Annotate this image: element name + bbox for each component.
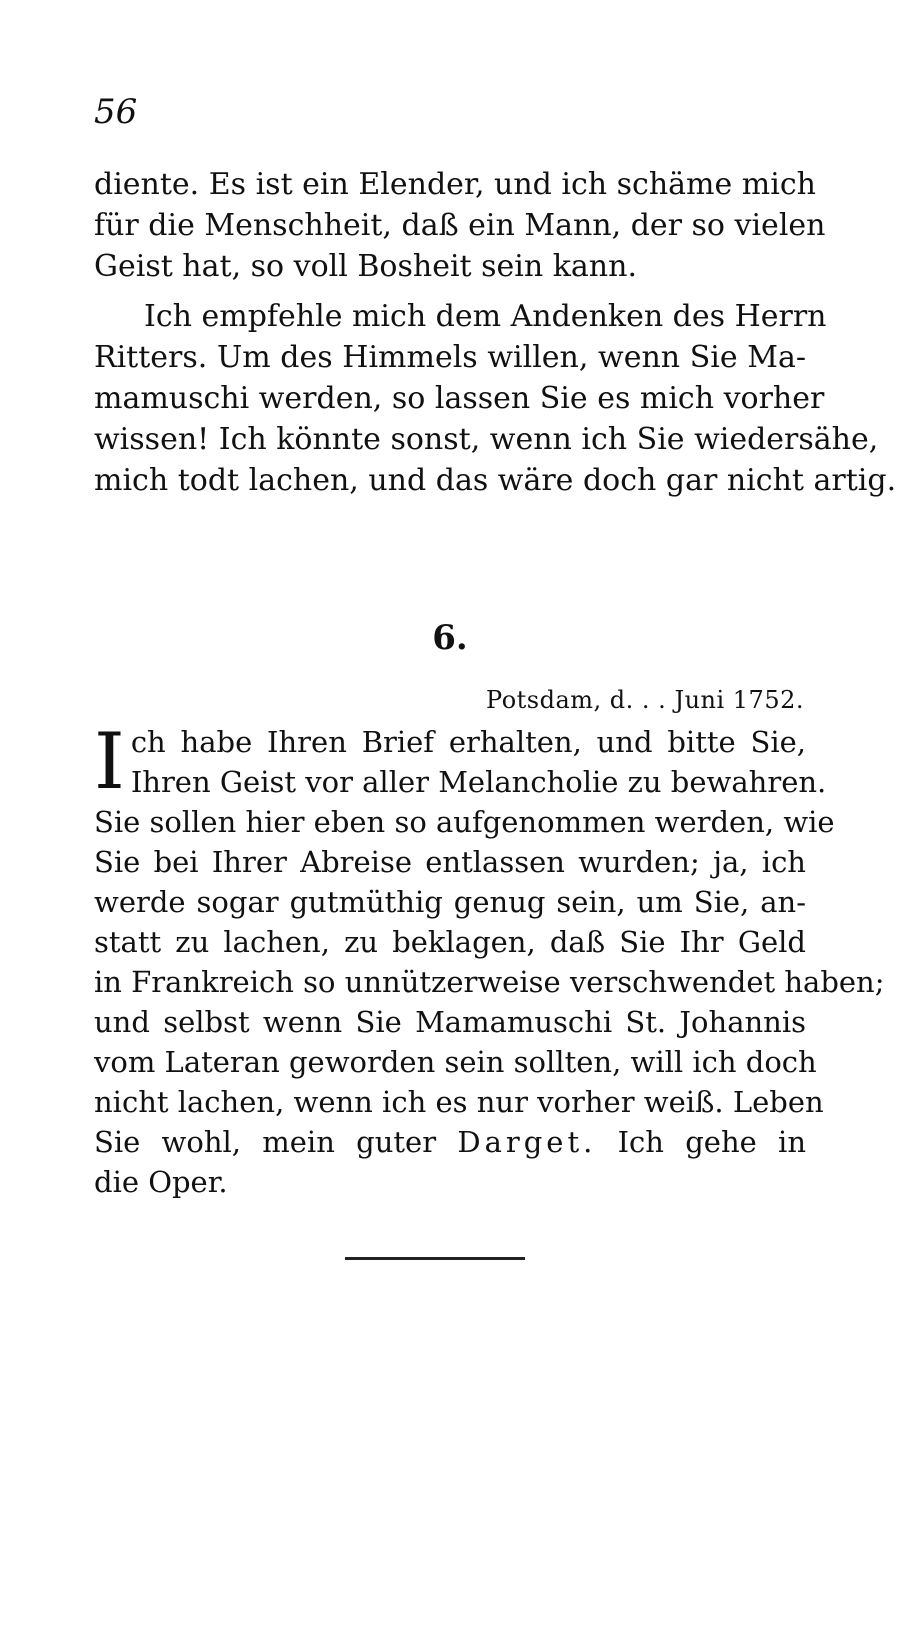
text-line: Sie bei Ihrer Abreise entlassen wurden; ja, ich <box>94 845 806 879</box>
page-number: 56 <box>94 92 138 132</box>
text-line: nicht lachen, wenn ich es nur vorher weiß. Leben <box>94 1085 824 1119</box>
text-line: ch habe Ihren Brief erhalten, und bitte Sie, <box>130 725 806 759</box>
text-fragment: Sie wohl, mein guter <box>94 1125 458 1159</box>
text-line: Sie sollen hier eben so aufgenommen werden, wie <box>94 805 835 839</box>
text-line: statt zu lachen, zu beklagen, daß Sie Ihr Geld <box>94 925 806 959</box>
paragraph-closing <box>94 296 897 501</box>
drop-cap: I <box>94 717 125 807</box>
addressee-name: Darget. <box>457 1125 597 1159</box>
text-line: für die Menschheit, daß ein Mann, der so vielen <box>94 208 826 243</box>
dateline: Potsdam, d. . . Juni 1752. <box>486 686 804 714</box>
text-line: die Oper. <box>94 1165 228 1199</box>
text-line: Ritters. Um des Himmels willen, wenn Sie Ma- <box>94 340 806 375</box>
text-line: Ich empfehle mich dem Andenken des Herrn <box>144 299 827 334</box>
text-line: und selbst wenn Sie Mamamuschi St. Johannis <box>94 1005 806 1039</box>
text-line: wissen! Ich könnte sonst, wenn ich Sie wiedersähe, <box>94 422 879 457</box>
text-line: Geist hat, so voll Bosheit sein kann. <box>94 249 637 284</box>
text-line: mich todt lachen, und das wäre doch gar nicht artig. <box>94 463 897 498</box>
text-line: mamuschi werden, so lassen Sie es mich vorher <box>94 381 825 416</box>
text-line-signoff <box>94 1122 806 1162</box>
text-line: vom Lateran geworden sein sollten, will ich doch <box>94 1045 817 1079</box>
text-line: in Frankreich so unnützerweise verschwendet haben; <box>94 965 885 999</box>
text-line: diente. Es ist ein Elender, und ich schäme mich <box>94 167 816 202</box>
paragraph-continuation <box>94 164 826 287</box>
text-line: Ihren Geist vor aller Melancholie zu bewahren. <box>130 765 827 799</box>
section-divider <box>345 1257 525 1260</box>
letter-body <box>94 717 885 1202</box>
text-fragment: Ich gehe in <box>596 1125 807 1159</box>
text-line: werde sogar gutmüthig genug sein, um Sie, an- <box>94 885 806 919</box>
letter-number: 6. <box>432 618 468 658</box>
